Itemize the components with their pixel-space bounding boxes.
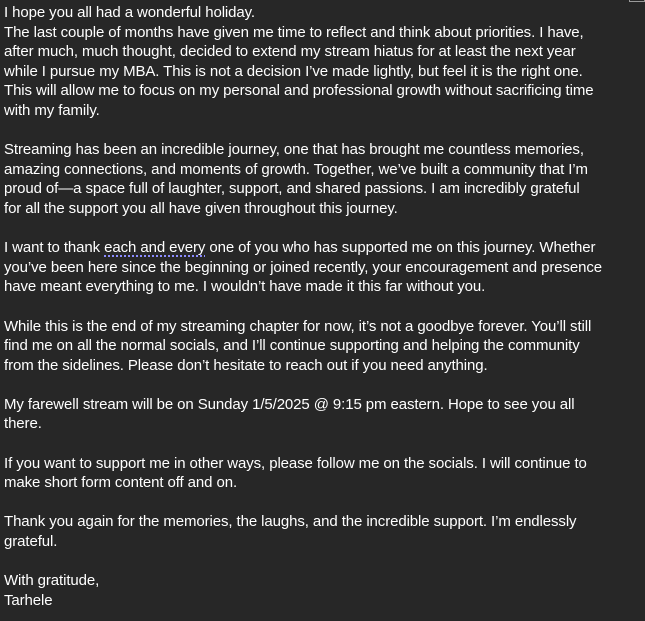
paragraph-farewell-stream bbox=[4, 395, 641, 434]
paragraph-thanks bbox=[4, 238, 641, 297]
text-line: after much, much thought, decided to extend my stream hiatus for at least the next year bbox=[4, 43, 576, 61]
text-line: find me on all the normal socials, and I’ll continue supporting and helping the community bbox=[4, 337, 580, 355]
text-line: grateful. bbox=[4, 533, 58, 551]
text-segment: one of you who has supported me on this journey. Whether bbox=[205, 239, 596, 257]
paragraph-streaming-journey bbox=[4, 140, 641, 218]
text-line: The last couple of months have given me time to reflect and think about priorities. I have, bbox=[4, 23, 584, 41]
text-line: while I pursue my MBA. This is not a decision I’ve made lightly, but feel it is the right one. bbox=[4, 62, 583, 80]
text-line: If you want to support me in other ways, please follow me on the socials. I will continue to bbox=[4, 454, 587, 472]
text-line: Thank you again for the memories, the laughs, and the incredible support. I’m endlessly bbox=[4, 513, 577, 531]
paragraph-signoff bbox=[4, 571, 641, 610]
text-line: with my family. bbox=[4, 101, 100, 119]
text-line: I hope you all had a wonderful holiday. bbox=[4, 4, 255, 21]
text-line: make short form content off and on. bbox=[4, 474, 238, 492]
text-line: This will allow me to focus on my personal and professional growth without sacrificing time bbox=[4, 82, 594, 100]
signature-name: Tarhele bbox=[4, 591, 53, 609]
text-segment: I want to thank bbox=[4, 239, 105, 257]
paragraph-support bbox=[4, 454, 641, 493]
text-line: My farewell stream will be on Sunday 1/5/2025 @ 9:15 pm eastern. Hope to see you all bbox=[4, 395, 575, 413]
window-corner-control[interactable] bbox=[629, 0, 645, 2]
text-line: you’ve been here since the beginning or joined recently, your encouragement and presence bbox=[4, 258, 602, 276]
signoff-line: With gratitude, bbox=[4, 572, 100, 590]
text-line: proud of—a space full of laughter, support, and shared passions. I am incredibly grateful bbox=[4, 180, 580, 198]
text-line: for all the support you all have given throughout this journey. bbox=[4, 199, 398, 217]
text-line: from the sidelines. Please don’t hesitate to reach out if you need anything. bbox=[4, 356, 488, 374]
paragraph-end-of-chapter bbox=[4, 317, 641, 376]
text-line: have meant everything to me. I wouldn’t have made it this far without you. bbox=[4, 278, 486, 296]
text-line: Streaming has been an incredible journey, one that has brought me countless memories, bbox=[4, 141, 584, 159]
text-line: While this is the end of my streaming chapter for now, it’s not a goodbye forever. You’ll still bbox=[4, 317, 592, 335]
paragraph-thank-you bbox=[4, 512, 641, 551]
paragraph-holiday-greeting bbox=[4, 3, 641, 121]
text-line bbox=[4, 238, 641, 258]
text-line: amazing connections, and moments of growth. Together, we’ve built a community that I’m bbox=[4, 160, 588, 178]
text-line: there. bbox=[4, 415, 42, 433]
spellcheck-flagged-phrase[interactable]: each and every bbox=[104, 239, 206, 257]
